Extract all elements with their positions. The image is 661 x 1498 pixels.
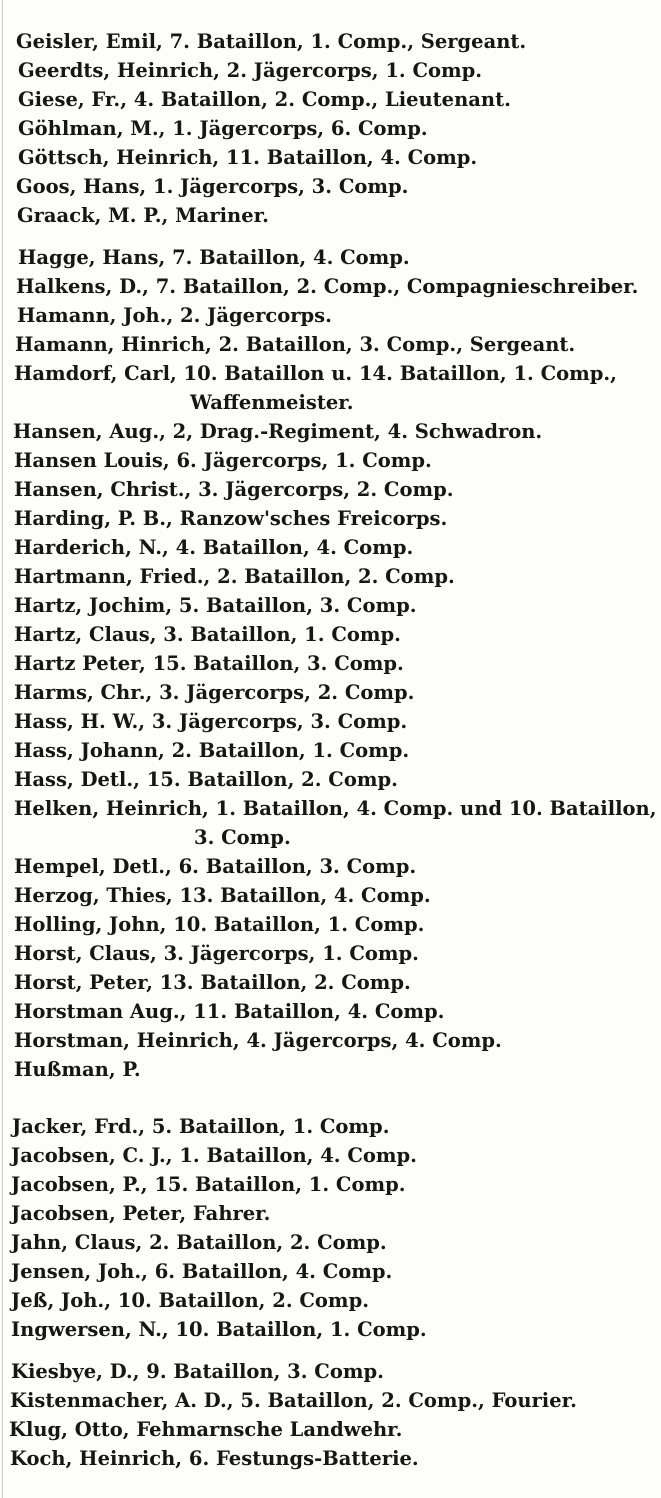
entry-text: Hass, Johann, 2. Bataillon, 1. Comp. [14, 739, 410, 762]
list-item [0, 56, 661, 85]
entry-text: Jensen, Joh., 6. Bataillon, 4. Comp. [11, 1260, 393, 1283]
list-item [0, 1286, 661, 1315]
list-item [0, 1257, 661, 1286]
list-item [0, 114, 661, 143]
list-item [0, 1026, 661, 1055]
entry-text: Horst, Peter, 13. Bataillon, 2. Comp. [14, 971, 411, 994]
list-item [0, 504, 661, 533]
entry-text: Kiesbye, D., 9. Bataillon, 3. Comp. [11, 1360, 384, 1383]
entry-text: Hartz Peter, 15. Bataillon, 3. Comp. [14, 652, 404, 675]
list-item [0, 591, 661, 620]
entry-text: Harderich, N., 4. Bataillon, 4. Comp. [14, 536, 414, 559]
entry-text: Jahn, Claus, 2. Bataillon, 2. Comp. [11, 1231, 387, 1254]
entry-text: Jacobsen, Peter, Fahrer. [11, 1202, 271, 1225]
roster-list [0, 27, 661, 1473]
entry-text: Goos, Hans, 1. Jägercorps, 3. Comp. [16, 175, 409, 198]
list-item [0, 446, 661, 475]
entry-text: Jacker, Frd., 5. Bataillon, 1. Comp. [12, 1115, 390, 1138]
entry-text: Kistenmacher, A. D., 5. Bataillon, 2. Comp., Fourier. [10, 1389, 577, 1412]
entry-text: Harding, P. B., Ranzow'sches Freicorps. [14, 507, 448, 530]
list-item [0, 1199, 661, 1228]
entry-text: Hansen, Aug., 2, Drag.-Regiment, 4. Schwadron. [13, 420, 543, 443]
entry-text: Jeß, Joh., 10. Bataillon, 2. Comp. [11, 1289, 369, 1312]
entry-text: Hußman, P. [14, 1058, 141, 1081]
entry-text: Hartmann, Fried., 2. Bataillon, 2. Comp. [14, 565, 455, 588]
entry-continuation: 3. Comp. [194, 826, 291, 849]
entry-text: Ingwersen, N., 10. Bataillon, 1. Comp. [11, 1318, 427, 1341]
entry-text: Jacobsen, C. J., 1. Bataillon, 4. Comp. [11, 1144, 417, 1167]
entry-text: Hempel, Detl., 6. Bataillon, 3. Comp. [14, 855, 417, 878]
list-item [0, 172, 661, 201]
list-item [0, 417, 661, 446]
entry-text: Horstman, Heinrich, 4. Jägercorps, 4. Comp. [14, 1029, 502, 1052]
list-item [0, 765, 661, 794]
section-gap [0, 1084, 661, 1112]
entry-text: Giese, Fr., 4. Bataillon, 2. Comp., Lieutenant. [18, 88, 511, 111]
list-item [0, 997, 661, 1026]
section-gap [0, 1344, 661, 1357]
entry-text: Göhlman, M., 1. Jägercorps, 6. Comp. [18, 117, 428, 140]
entry-text: Hass, H. W., 3. Jägercorps, 3. Comp. [14, 710, 408, 733]
list-item [0, 794, 661, 852]
entry-text: Hartz, Jochim, 5. Bataillon, 3. Comp. [14, 594, 417, 617]
list-item [0, 881, 661, 910]
entry-text: Halkens, D., 7. Bataillon, 2. Comp., Compagnieschreiber. [16, 275, 639, 298]
entry-text: Hansen Louis, 6. Jägercorps, 1. Comp. [14, 449, 432, 472]
list-item [0, 1141, 661, 1170]
list-item [0, 1386, 661, 1415]
list-item [0, 562, 661, 591]
list-item [0, 620, 661, 649]
list-item [0, 143, 661, 172]
entry-text: Klug, Otto, Fehmarnsche Landwehr. [9, 1418, 403, 1441]
entry-text: Hamdorf, Carl, 10. Bataillon u. 14. Bataillon, 1. Comp., [14, 362, 617, 385]
list-item [0, 330, 661, 359]
entry-text: Geisler, Emil, 7. Bataillon, 1. Comp., Sergeant. [16, 30, 527, 53]
list-item [0, 1415, 661, 1444]
list-item [0, 939, 661, 968]
entry-text: Geerdts, Heinrich, 2. Jägercorps, 1. Comp. [18, 59, 483, 82]
list-item [0, 1170, 661, 1199]
entry-text: Horst, Claus, 3. Jägercorps, 1. Comp. [14, 942, 419, 965]
list-item [0, 707, 661, 736]
entry-text: Hagge, Hans, 7. Bataillon, 4. Comp. [18, 246, 410, 269]
list-item [0, 272, 661, 301]
list-item [0, 1444, 661, 1473]
list-item [0, 301, 661, 330]
entry-text: Hass, Detl., 15. Bataillon, 2. Comp. [14, 768, 398, 791]
entry-text: Hamann, Joh., 2. Jägercorps. [17, 304, 332, 327]
entry-text: Hansen, Christ., 3. Jägercorps, 2. Comp. [14, 478, 454, 501]
list-item [0, 649, 661, 678]
entry-text: Jacobsen, P., 15. Bataillon, 1. Comp. [11, 1173, 406, 1196]
list-item [0, 243, 661, 272]
entry-text: Hartz, Claus, 3. Bataillon, 1. Comp. [14, 623, 401, 646]
entry-text: Holling, John, 10. Bataillon, 1. Comp. [14, 913, 425, 936]
list-item [0, 201, 661, 230]
entry-text: Göttsch, Heinrich, 11. Bataillon, 4. Comp. [18, 146, 478, 169]
list-item [0, 533, 661, 562]
entry-text: Koch, Heinrich, 6. Festungs-Batterie. [10, 1447, 419, 1470]
entry-text: Herzog, Thies, 13. Bataillon, 4. Comp. [14, 884, 431, 907]
entry-text: Horstman Aug., 11. Bataillon, 4. Comp. [14, 1000, 445, 1023]
entry-text: Graack, M. P., Mariner. [17, 204, 269, 227]
list-item [0, 1112, 661, 1141]
list-item [0, 1055, 661, 1084]
list-item [0, 1228, 661, 1257]
list-item [0, 1357, 661, 1386]
list-item [0, 359, 661, 417]
entry-text: Harms, Chr., 3. Jägercorps, 2. Comp. [14, 681, 415, 704]
list-item [0, 475, 661, 504]
list-item [0, 968, 661, 997]
list-item [0, 27, 661, 56]
entry-continuation: Waffenmeister. [190, 391, 354, 414]
section-gap [0, 230, 661, 243]
list-item [0, 1315, 661, 1344]
list-item [0, 678, 661, 707]
list-item [0, 852, 661, 881]
list-item [0, 736, 661, 765]
list-item [0, 85, 661, 114]
list-item [0, 910, 661, 939]
entry-text: Helken, Heinrich, 1. Bataillon, 4. Comp. und 10. Bataillon, [14, 797, 657, 820]
entry-text: Hamann, Hinrich, 2. Bataillon, 3. Comp., Sergeant. [15, 333, 576, 356]
